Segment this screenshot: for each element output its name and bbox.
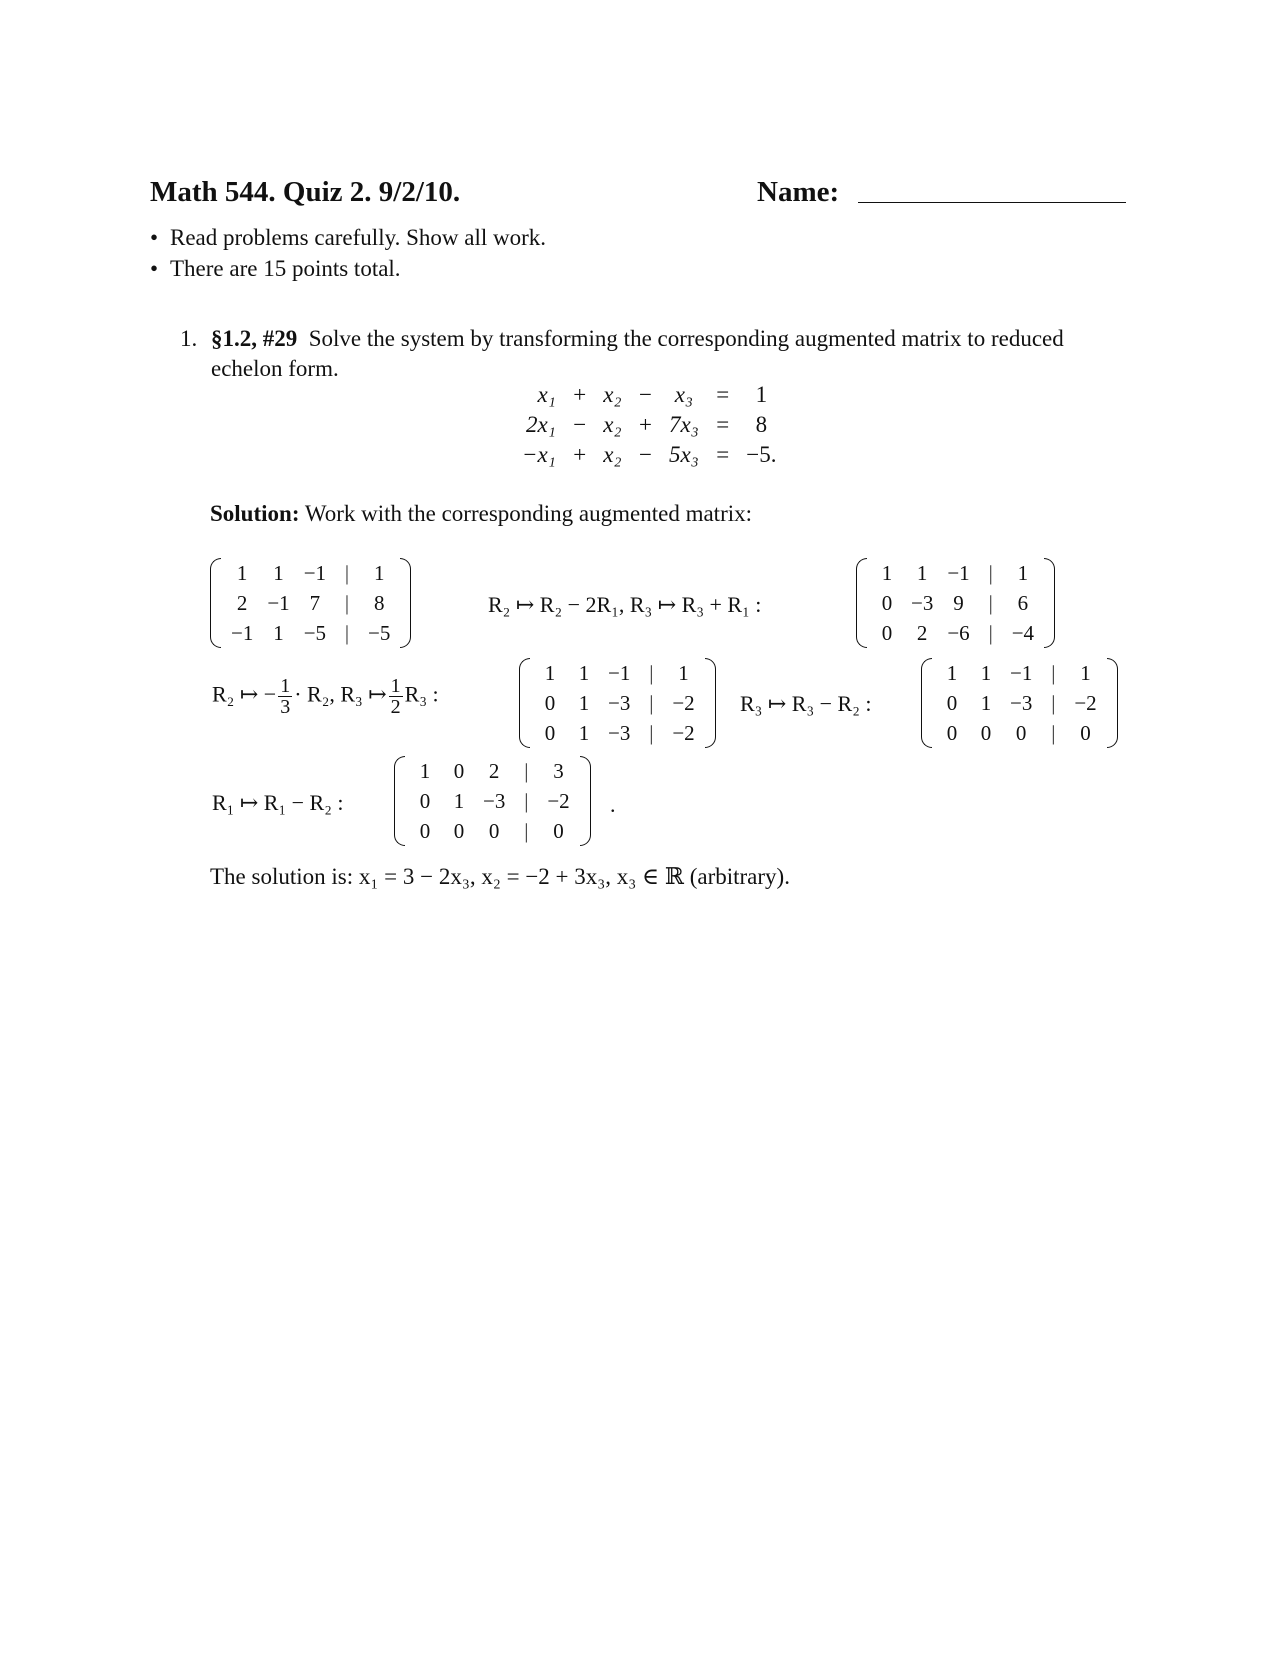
matrix-3 xyxy=(519,658,716,748)
problem-number: 1. xyxy=(180,326,198,351)
final-solution: The solution is: x₁ = 3 − 2x₃, x₂ = −2 + 3x₃, x₃ ∈ ℝ (arbitrary). xyxy=(210,864,790,889)
matrix-entry: −3 xyxy=(1010,690,1033,715)
matrix-5-period: . xyxy=(610,792,616,817)
augment-bar: | xyxy=(524,788,529,813)
fraction-one-third: $\frac{1}{3}$ xyxy=(280,675,291,718)
matrix-entry: 0 xyxy=(544,690,556,715)
quiz-title: Math 544. Quiz 2. 9/2/10. xyxy=(150,176,461,208)
solution-intro-text: Work with the corresponding augmented matrix: xyxy=(304,501,753,526)
matrix-entry: 1 xyxy=(1017,560,1029,585)
matrix-entry: 2 xyxy=(488,758,500,783)
sys-term: x₁ xyxy=(537,382,556,407)
matrix-entry: −1 xyxy=(303,560,327,585)
matrix-entry: 0 xyxy=(1015,720,1027,745)
matrix-entry: 1 xyxy=(980,660,992,685)
matrix-entry: 2 xyxy=(916,620,928,645)
problem-ref: §1.2, #29 xyxy=(211,326,298,351)
augment-bar: | xyxy=(649,690,654,715)
sys-term: x₂ xyxy=(603,442,622,467)
matrix-entry: 1 xyxy=(1080,660,1091,685)
bullet-icon: • xyxy=(150,256,159,281)
sys-term: x₃ xyxy=(674,382,693,407)
matrix-5 xyxy=(394,756,591,846)
matrix-entry: 1 xyxy=(373,560,385,585)
matrix-entry: 7 xyxy=(309,590,321,615)
matrix-entry: 1 xyxy=(578,690,590,715)
matrix-entry: 0 xyxy=(980,720,992,745)
augment-bar: | xyxy=(344,560,350,585)
matrix-entry: 1 xyxy=(881,560,893,585)
sys-eq: = xyxy=(714,442,731,467)
matrix-entry: −5 xyxy=(303,620,327,645)
matrix-entry: 1 xyxy=(273,620,284,645)
matrix-entry: 0 xyxy=(553,818,564,843)
sys-rhs: 8 xyxy=(755,412,768,437)
sys-op: + xyxy=(571,442,588,467)
solution-intro xyxy=(210,501,752,527)
matrix-entry: −3 xyxy=(911,590,934,615)
matrix-entry: 0 xyxy=(881,590,893,615)
matrix-entry: 3 xyxy=(553,758,564,783)
instruction-item: • There are 15 points total. xyxy=(150,253,546,284)
matrix-1 xyxy=(210,558,411,648)
matrix-entry: −5 xyxy=(368,620,391,645)
matrix-entry: 0 xyxy=(946,690,958,715)
sys-term: x₂ xyxy=(603,382,622,407)
matrix-entry: 0 xyxy=(453,758,465,783)
bullet-icon: • xyxy=(150,225,159,250)
sys-term: −x₁ xyxy=(522,442,556,467)
matrix-entry: 0 xyxy=(1080,720,1091,745)
sys-term: 2x₁ xyxy=(526,412,556,437)
row-op-1: R₂ ↦ R₂ − 2R₁, R₃ ↦ R₃ + R₁ : xyxy=(488,592,762,617)
sys-eq: = xyxy=(714,412,731,437)
matrix-entry: 1 xyxy=(916,560,928,585)
sys-rhs: −5. xyxy=(746,442,777,467)
augment-bar: | xyxy=(649,720,654,745)
matrix-entry: 1 xyxy=(419,758,431,783)
matrix-entry: −6 xyxy=(947,620,970,645)
matrix-entry: −1 xyxy=(1010,660,1033,685)
augment-bar: | xyxy=(988,590,993,615)
matrix-entry: −3 xyxy=(483,788,506,813)
matrix-entry: 0 xyxy=(488,818,500,843)
matrix-entry: −2 xyxy=(1074,690,1097,715)
matrix-entry: 1 xyxy=(273,560,284,585)
matrix-entry: 1 xyxy=(578,660,590,685)
augment-bar: | xyxy=(649,660,654,685)
linear-system xyxy=(514,380,785,470)
sys-op: + xyxy=(637,412,654,437)
row-op-4: R₁ ↦ R₁ − R₂ : xyxy=(212,790,344,815)
fraction-one-half: $\frac{1}{2}$ xyxy=(390,675,401,718)
row-op-3: R₃ ↦ R₃ − R₂ : xyxy=(740,691,872,716)
sys-op: − xyxy=(571,412,588,437)
matrix-entry: 0 xyxy=(881,620,893,645)
matrix-entry: −2 xyxy=(672,690,695,715)
sys-term: x₂ xyxy=(603,412,622,437)
matrix-entry: 1 xyxy=(678,660,689,685)
matrix-entry: 1 xyxy=(453,788,465,813)
instruction-item: • Read problems carefully. Show all work. xyxy=(150,222,546,253)
matrix-entry: 0 xyxy=(419,788,431,813)
matrix-4 xyxy=(921,658,1118,748)
matrix-entry: 6 xyxy=(1017,590,1029,615)
name-label: Name: xyxy=(757,176,840,208)
sys-term: 5x₃ xyxy=(669,442,699,467)
augment-bar: | xyxy=(988,620,993,645)
matrix-entry: 0 xyxy=(544,720,556,745)
matrix-2 xyxy=(856,558,1055,648)
matrix-entry: −3 xyxy=(608,720,631,745)
sys-term: 7x₃ xyxy=(669,412,699,437)
augment-bar: | xyxy=(1051,690,1056,715)
matrix-entry: 1 xyxy=(544,660,556,685)
problem-1 xyxy=(180,324,1130,384)
matrix-entry: −2 xyxy=(547,788,570,813)
matrix-entry: −1 xyxy=(267,590,290,615)
sys-op: + xyxy=(571,382,588,407)
matrix-entry: 1 xyxy=(236,560,248,585)
matrix-entry: 8 xyxy=(373,590,385,615)
solution-label: Solution: xyxy=(210,501,300,526)
augment-bar: | xyxy=(344,620,350,645)
augment-bar: | xyxy=(524,818,529,843)
matrix-entry: −3 xyxy=(608,690,631,715)
matrix-entry: 1 xyxy=(578,720,590,745)
instructions xyxy=(150,222,546,284)
row-op-2: R₂ ↦ − $\frac{1}{3}$ · R₂, R₃ ↦ $\frac{1}{2}$ R₃ : xyxy=(212,675,439,718)
matrix-entry: 0 xyxy=(453,818,465,843)
matrix-entry: 0 xyxy=(946,720,958,745)
matrix-entry: −2 xyxy=(672,720,695,745)
augment-bar: | xyxy=(988,560,993,585)
matrix-entry: −4 xyxy=(1011,620,1035,645)
matrix-entry: 1 xyxy=(980,690,992,715)
matrix-entry: −1 xyxy=(608,660,631,685)
augment-bar: | xyxy=(344,590,350,615)
name-blank-line[interactable] xyxy=(858,202,1126,203)
augment-bar: | xyxy=(524,758,529,783)
matrix-entry: 2 xyxy=(236,590,248,615)
sys-eq: = xyxy=(714,382,731,407)
augment-bar: | xyxy=(1051,720,1056,745)
sys-rhs: 1 xyxy=(755,382,768,407)
matrix-entry: 9 xyxy=(953,590,964,615)
sys-op: − xyxy=(637,382,654,407)
sys-op: − xyxy=(637,442,654,467)
matrix-entry: 1 xyxy=(946,660,958,685)
matrix-entry: 0 xyxy=(419,818,431,843)
matrix-entry: −1 xyxy=(947,560,970,585)
problem-text: Solve the system by transforming the corresponding augmented matrix to reduced echelon form. xyxy=(211,326,1064,381)
augment-bar: | xyxy=(1051,660,1056,685)
matrix-entry: −1 xyxy=(231,620,254,645)
